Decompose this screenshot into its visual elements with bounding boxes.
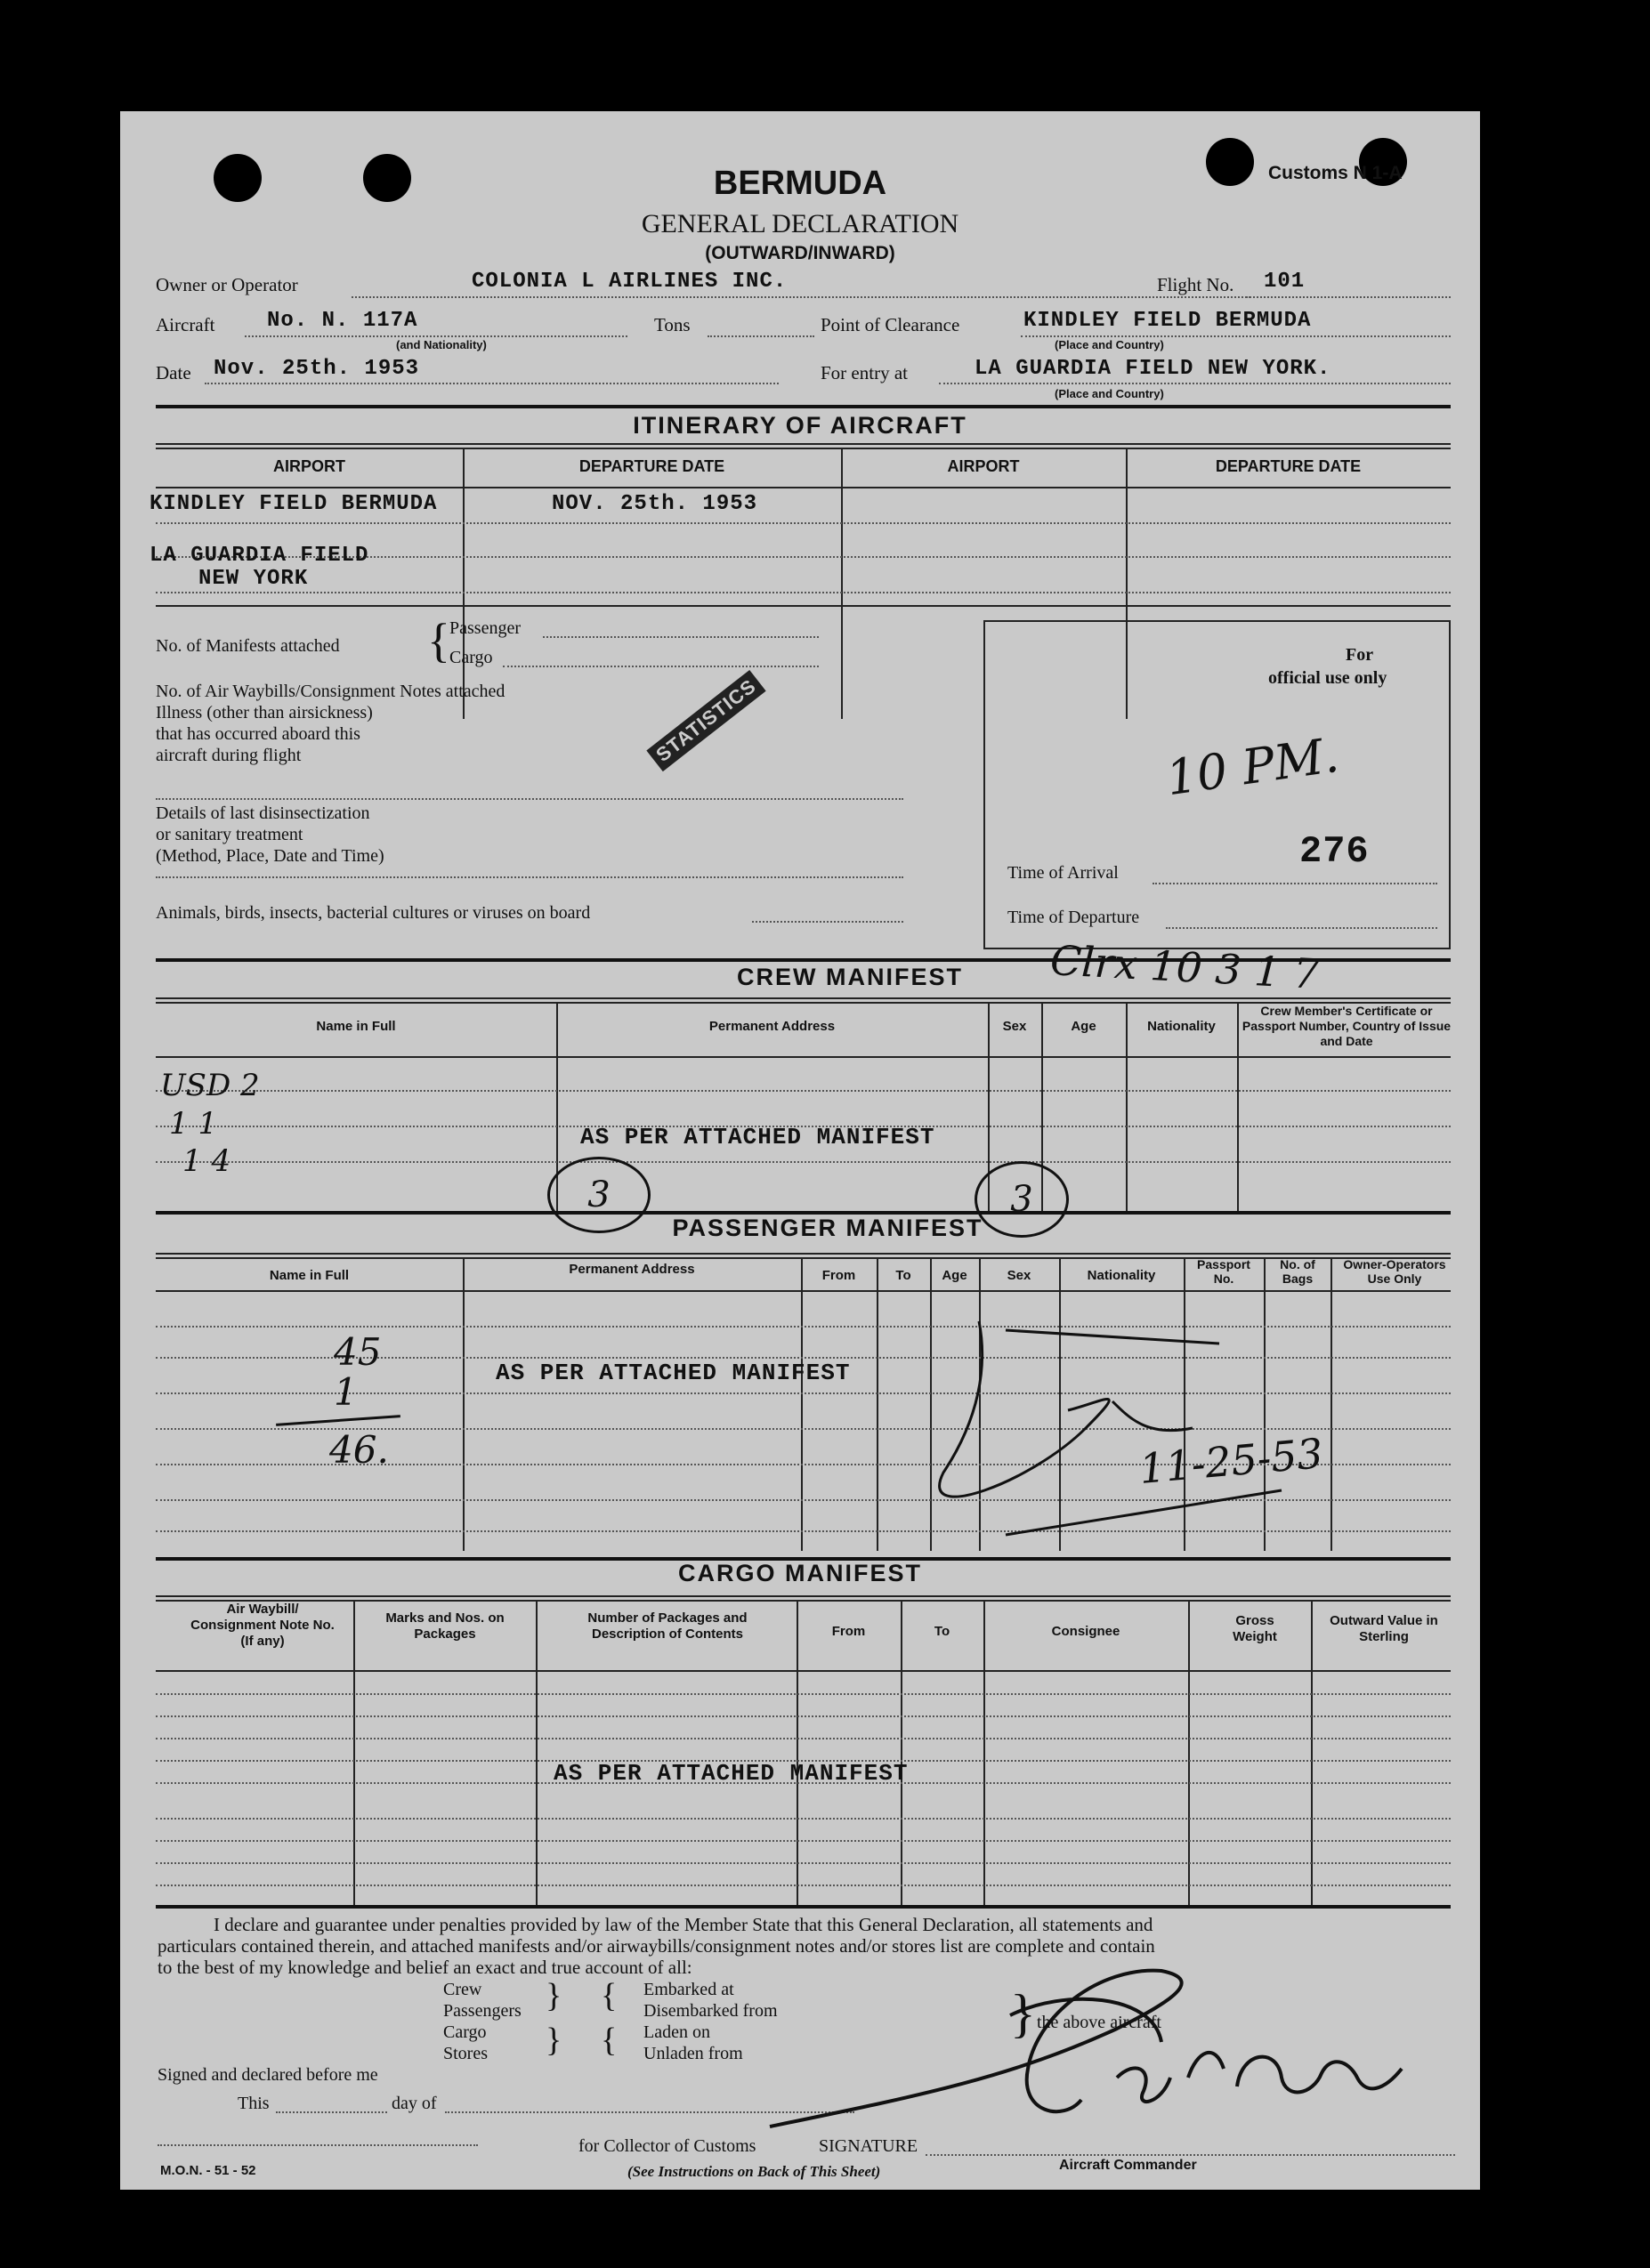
decl-commander: Aircraft Commander [1059, 2158, 1197, 2173]
passenger-header-nationality: Nationality [1087, 1268, 1156, 1283]
decl-day-of: day of [392, 2094, 437, 2113]
passenger-hand-underline [276, 1415, 400, 1426]
column-divider [901, 1600, 902, 1907]
rule [156, 1161, 1451, 1163]
owner-label: Owner or Operator [156, 274, 298, 295]
column-divider [877, 1257, 878, 1551]
passenger-header-name: Name in Full [269, 1268, 350, 1283]
rule [156, 448, 1451, 449]
itinerary-header-airport: AIRPORT [273, 457, 345, 475]
column-divider [983, 1600, 985, 1907]
column-divider [801, 1257, 803, 1551]
rule [543, 636, 819, 638]
aircraft-value: No. N. 117A [267, 309, 418, 333]
passenger-as-per: AS PER ATTACHED MANIFEST [496, 1360, 851, 1386]
rule [156, 405, 1451, 408]
entry-note: (Place and Country) [1055, 387, 1164, 400]
tons-label: Tons [654, 314, 691, 335]
decl-instructions: (See Instructions on Back of This Sheet) [627, 2163, 881, 2180]
departure-label: Time of Departure [1007, 908, 1140, 927]
brace: { [427, 614, 450, 667]
itinerary-airport-2b: NEW YORK [198, 567, 309, 591]
crew-header-sex: Sex [1002, 1019, 1027, 1034]
owner-line [352, 296, 1250, 298]
entry-value: LA GUARDIA FIELD NEW YORK. [975, 357, 1331, 381]
decl-laden: Laden on [643, 2022, 710, 2042]
cargo-header-from: From [831, 1624, 866, 1639]
commander-signature [743, 1944, 1437, 2149]
aircraft-label: Aircraft [156, 314, 215, 335]
decl-signed: Signed and declared before me [158, 2065, 378, 2085]
form-subtitle: (OUTWARD/INWARD) [705, 243, 895, 263]
rule [156, 1253, 1451, 1255]
passenger-hand-date: 11-25-53 [1137, 1429, 1325, 1493]
rule [1153, 883, 1437, 884]
cargo-as-per: AS PER ATTACHED MANIFEST [554, 1760, 909, 1787]
brace: } [546, 1977, 562, 2014]
rule [156, 1670, 1451, 1672]
crew-title: CREW MANIFEST [737, 964, 963, 990]
passenger-hand-row: 1 [334, 1370, 358, 1414]
decl-signature: SIGNATURE [819, 2136, 918, 2156]
rule [156, 1715, 1451, 1717]
decl-cargo: Cargo [443, 2022, 487, 2042]
aircraft-note: (and Nationality) [396, 338, 487, 351]
crew-header-certificate: Crew Member's Certificate or Passport Number, Country of Issue and Date [1242, 1004, 1452, 1048]
passenger-hand-row: 46. [329, 1428, 389, 1472]
date-label: Date [156, 362, 191, 383]
officer-initials-scrawl [926, 1295, 1335, 1553]
illness-label-1: Illness (other than airsickness) [156, 703, 373, 722]
clearance-value: KINDLEY FIELD BERMUDA [1023, 309, 1312, 333]
crew-circle-a: 3 [547, 1157, 651, 1233]
itinerary-airport-1: KINDLEY FIELD BERMUDA [150, 492, 438, 516]
declaration-line-2: particulars contained therein, and attached manifests and/or airwaybills/consignment notes and/or stores list are complete and contain [158, 1935, 1155, 1957]
disinsect-label-1: Details of last disinsectization [156, 803, 370, 823]
crew-header-name: Name in Full [316, 1019, 396, 1034]
rule [156, 592, 1451, 593]
column-divider [1311, 1600, 1313, 1907]
country-title: BERMUDA [713, 165, 887, 202]
waybills-label: No. of Air Waybills/Consignment Notes attached [156, 682, 506, 701]
crew-hand-row: 1 4 [182, 1143, 231, 1179]
declaration-line-3: to the best of my knowledge and belief an exact and true account of all: [158, 1957, 692, 1978]
rule [156, 1290, 1451, 1292]
rule [156, 1862, 1451, 1864]
decl-passengers: Passengers [443, 2001, 522, 2021]
flight-value: 101 [1264, 270, 1306, 294]
decl-crew: Crew [443, 1980, 482, 1999]
official-handwritten-time: 10 PM. [1162, 726, 1343, 807]
clearance-line [1021, 335, 1451, 337]
cargo-header-value: Outward Value in Sterling [1330, 1613, 1438, 1644]
manifests-label: No. of Manifests attached [156, 636, 340, 656]
column-divider [536, 1600, 538, 1907]
illness-label-2: that has occurred aboard this [156, 724, 360, 744]
flight-line [1246, 296, 1451, 298]
passenger-header-to: To [895, 1268, 911, 1283]
decl-embarked: Embarked at [643, 1980, 734, 1999]
entry-line [939, 383, 1451, 384]
decl-disembarked: Disembarked from [643, 2001, 778, 2021]
decl-collector: for Collector of Customs [578, 2136, 756, 2156]
disinsect-label-3: (Method, Place, Date and Time) [156, 846, 384, 866]
rule [156, 876, 903, 878]
column-divider [463, 1257, 465, 1551]
rule [158, 2144, 478, 2146]
cargo-header-weight: Gross Weight [1233, 1613, 1277, 1644]
cargo-header-marks: Marks and Nos. on Packages [385, 1610, 505, 1642]
column-divider [1237, 1002, 1239, 1211]
decl-this: This [238, 2094, 270, 2113]
official-use-label: official use only [1268, 668, 1387, 688]
rule [276, 2111, 387, 2113]
crew-header-age: Age [1071, 1019, 1096, 1034]
form-title: GENERAL DECLARATION [641, 209, 959, 238]
passenger-header-age: Age [942, 1268, 967, 1283]
statistics-stamp: STATISTICS [646, 670, 765, 771]
clearance-label: Point of Clearance [821, 314, 960, 335]
rule [156, 1056, 1451, 1058]
date-line [205, 383, 779, 384]
decl-above-aircraft: the above aircraft [1037, 2013, 1161, 2032]
rule [156, 1693, 1451, 1695]
rule [156, 1738, 1451, 1739]
rule [1166, 927, 1437, 929]
brace: } [1010, 1984, 1036, 2043]
date-value: Nov. 25th. 1953 [214, 357, 420, 381]
passenger-header-bags: No. of Bags [1280, 1257, 1315, 1286]
itinerary-header-departure-2: DEPARTURE DATE [1215, 457, 1362, 475]
rule [156, 1600, 1451, 1602]
rule [156, 1595, 1451, 1597]
illness-label-3: aircraft during flight [156, 746, 302, 765]
itinerary-header-airport-2: AIRPORT [947, 457, 1020, 475]
column-divider [1188, 1600, 1190, 1907]
rule [156, 443, 1451, 445]
cargo-header-consignee: Consignee [1051, 1624, 1120, 1639]
rule [752, 921, 903, 923]
decl-unladen: Unladen from [643, 2044, 743, 2063]
brace: } [546, 2022, 562, 2059]
cargo-title: CARGO MANIFEST [678, 1560, 922, 1586]
passenger-header-passport: Passport No. [1197, 1257, 1250, 1286]
tons-line [708, 335, 814, 337]
brace: { [601, 1977, 618, 2014]
rule [926, 2154, 1455, 2156]
rule [156, 1818, 1451, 1820]
document-sheet [120, 111, 1480, 2190]
disinsect-label-2: or sanitary treatment [156, 825, 303, 844]
passenger-header-sex: Sex [1007, 1268, 1031, 1283]
rule [156, 522, 1451, 524]
cargo-header-to: To [934, 1624, 950, 1639]
owner-value: COLONIA L AIRLINES INC. [472, 270, 788, 294]
rule [156, 605, 1451, 607]
itinerary-airport-2a: LA GUARDIA FIELD [150, 544, 369, 568]
rule [156, 1090, 1451, 1092]
itinerary-date-1: NOV. 25th. 1953 [552, 492, 758, 516]
decl-stores: Stores [443, 2044, 488, 2063]
rule [156, 997, 1451, 999]
rule [156, 1905, 1451, 1909]
column-divider [353, 1600, 355, 1907]
crew-hand-row: 1 1 [169, 1106, 218, 1142]
rule [156, 798, 903, 800]
passenger-hand-row: 45 [334, 1330, 382, 1374]
rule [156, 1885, 1451, 1886]
entry-label: For entry at [821, 362, 908, 383]
clearance-note: (Place and Country) [1055, 338, 1164, 351]
animals-label: Animals, birds, insects, bacterial cultures or viruses on board [156, 903, 591, 923]
itinerary-header-departure: DEPARTURE DATE [578, 457, 725, 475]
form-number: M.O.N. - 51 - 52 [160, 2163, 256, 2178]
cargo-header-packages: Number of Packages and Description of Contents [587, 1610, 748, 1642]
manifest-cargo-label: Cargo [449, 648, 493, 667]
crew-header-nationality: Nationality [1147, 1019, 1216, 1034]
rule [156, 487, 1451, 488]
customs-form-number: Customs N 1-A [1268, 163, 1403, 183]
column-divider [797, 1600, 798, 1907]
passenger-header-from: From [821, 1268, 856, 1283]
arrival-label: Time of Arrival [1007, 863, 1119, 883]
crew-header-address: Permanent Address [708, 1019, 836, 1034]
crew-handwritten-note: Clrx 10 3 1 7 [1048, 936, 1321, 998]
itinerary-title: ITINERARY OF AIRCRAFT [633, 412, 967, 439]
passenger-title: PASSENGER MANIFEST [672, 1215, 983, 1241]
official-for: For [1346, 645, 1374, 665]
rule [156, 1840, 1451, 1842]
rule [503, 666, 819, 667]
official-number: 276 [1299, 830, 1370, 873]
declaration-line-1: I declare and guarantee under penalties provided by law of the Member State that this General Declaration, all statements and [214, 1914, 1153, 1935]
crew-hand-row: USD 2 [160, 1068, 260, 1103]
cargo-header-waybill: Air Waybill/ Consignment Note No. (If any) [190, 1602, 335, 1649]
passenger-header-address: Permanent Address [569, 1262, 695, 1277]
crew-as-per: AS PER ATTACHED MANIFEST [580, 1124, 935, 1150]
manifest-passenger-label: Passenger [449, 618, 521, 638]
passenger-header-owner: Owner-Operators Use Only [1343, 1257, 1446, 1286]
brace: { [601, 2022, 618, 2059]
flight-label: Flight No. [1157, 274, 1234, 295]
aircraft-line [245, 335, 627, 337]
crew-circle-b: 3 [975, 1161, 1069, 1238]
